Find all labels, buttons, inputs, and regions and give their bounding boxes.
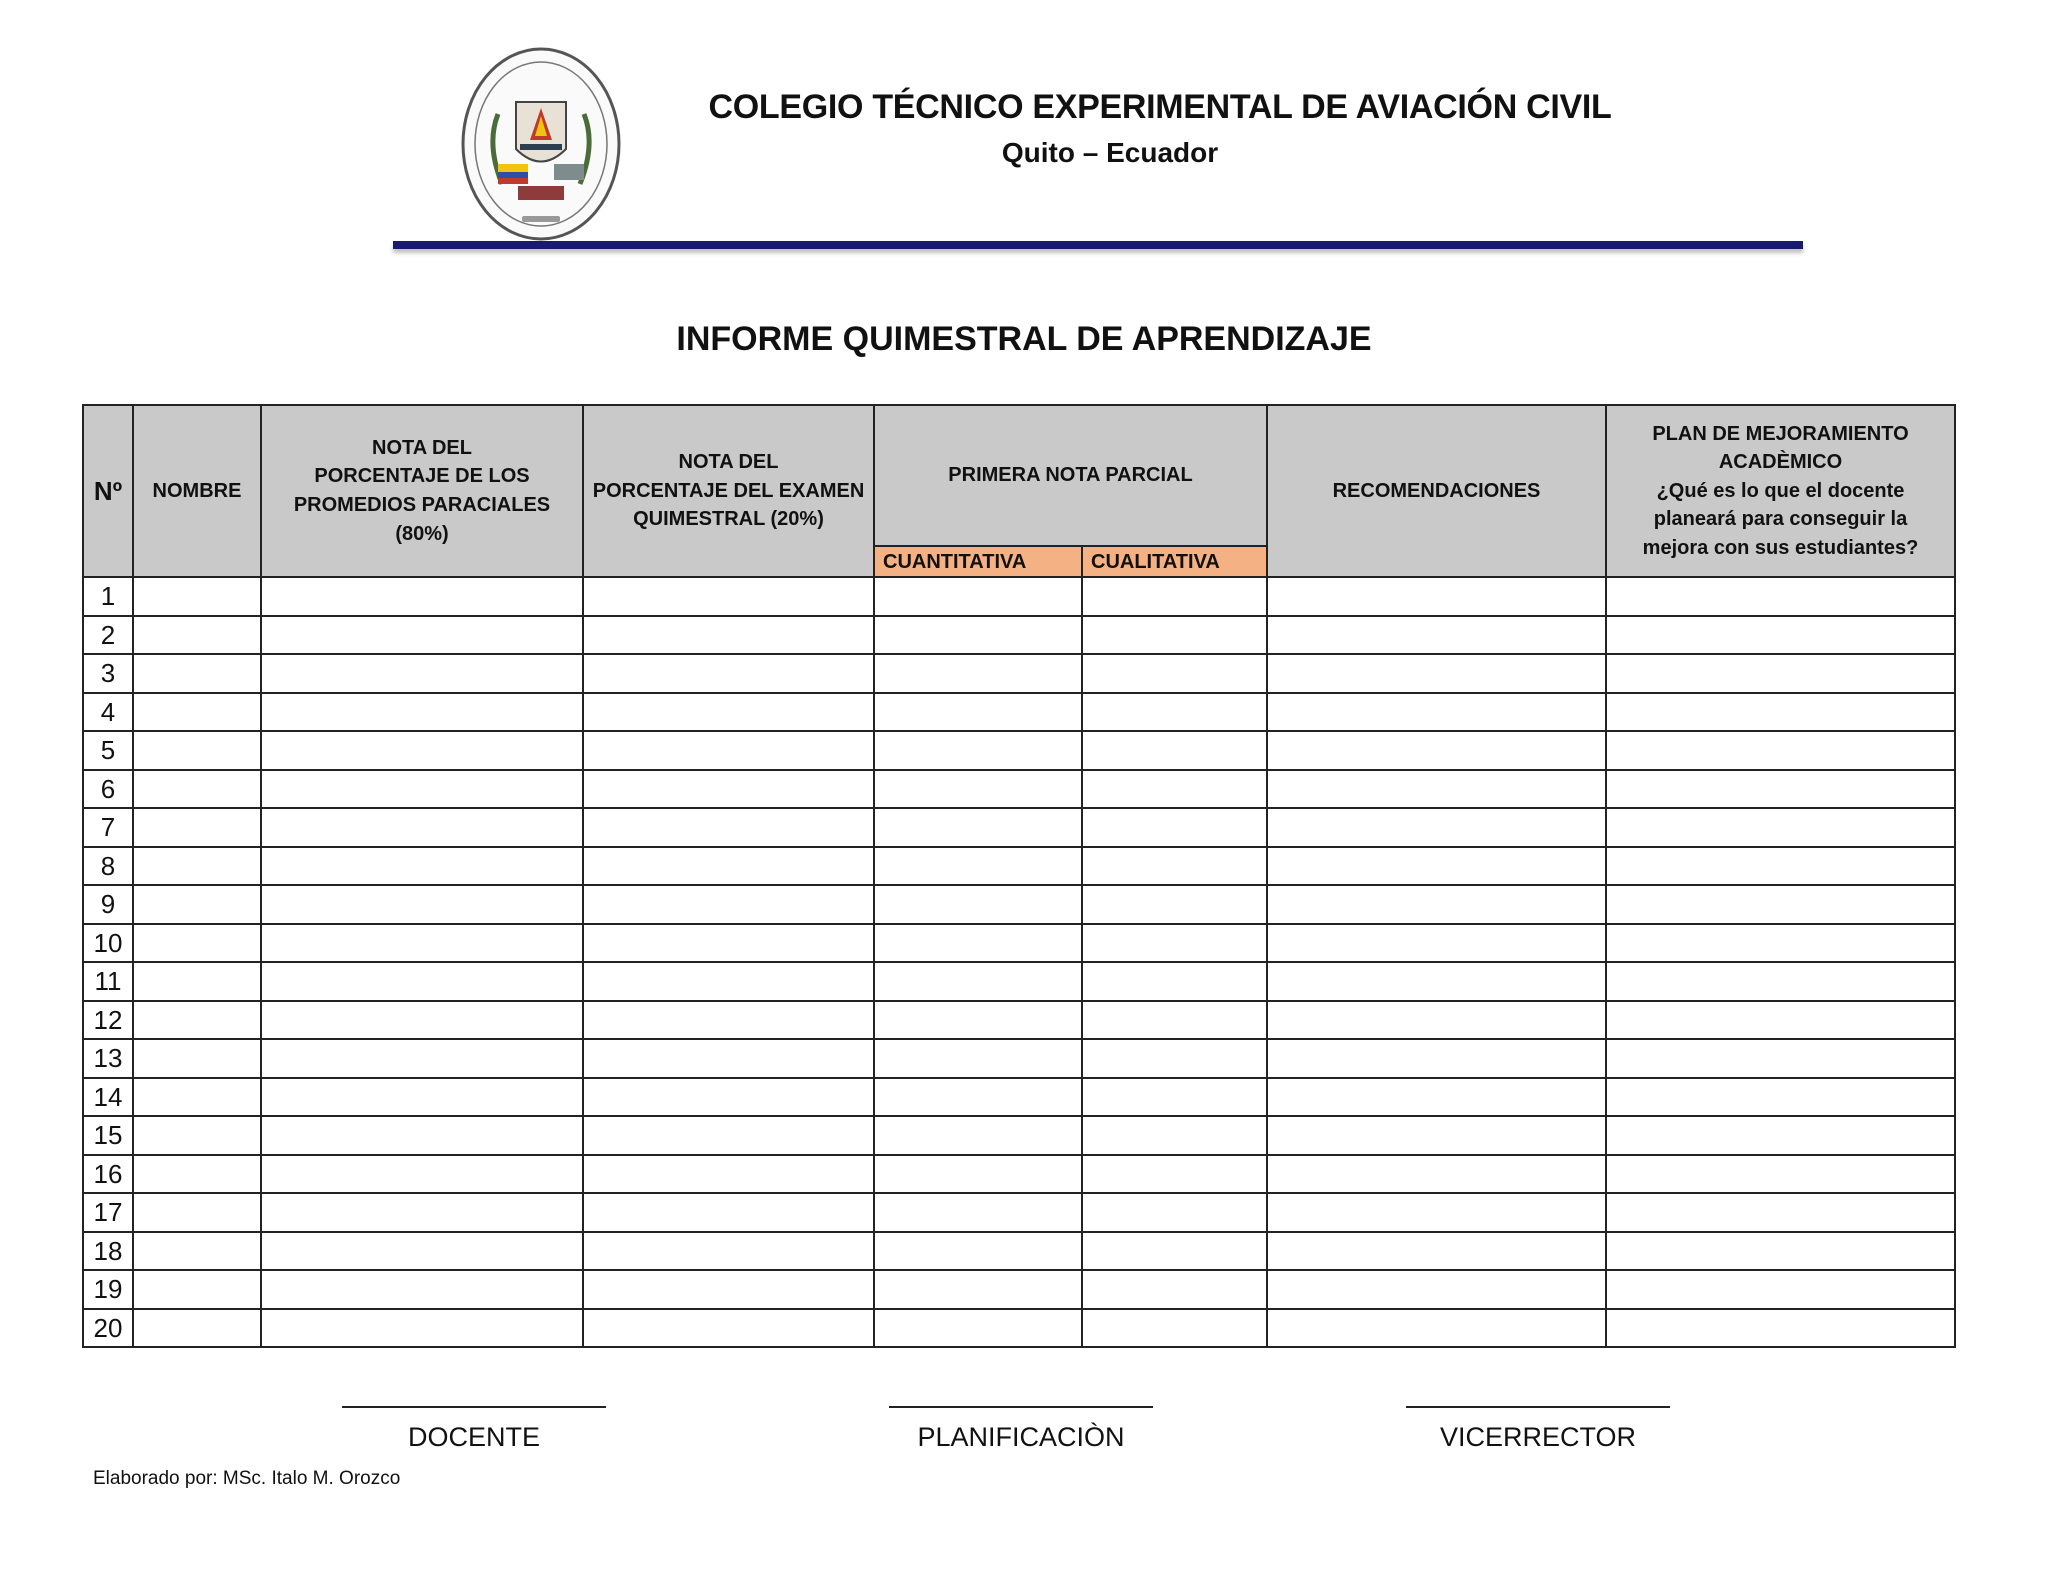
table-cell [1082,731,1267,770]
table-cell [1267,1232,1606,1271]
table-cell [1267,808,1606,847]
table-cell [1267,924,1606,963]
table-cell [1267,616,1606,655]
table-cell [133,1155,261,1194]
table-cell [261,885,583,924]
table-cell [1606,770,1955,809]
table-cell [133,1309,261,1348]
table-cell [583,1232,874,1271]
table-cell [1606,924,1955,963]
table-cell [583,1039,874,1078]
table-cell [1267,770,1606,809]
row-number: 20 [83,1309,133,1348]
table-cell [1606,1001,1955,1040]
table-cell [261,962,583,1001]
table-cell [1606,1116,1955,1155]
table-cell [133,808,261,847]
row-number: 6 [83,770,133,809]
table-cell [583,962,874,1001]
table-cell [874,1309,1082,1348]
table-cell [133,1232,261,1271]
table-row [83,731,1955,770]
table-cell [1267,885,1606,924]
table-cell [583,847,874,886]
row-number: 10 [83,924,133,963]
table-cell [133,654,261,693]
school-emblem-icon [458,44,624,244]
table-cell [261,1001,583,1040]
table-cell [1082,924,1267,963]
table-cell [1082,1078,1267,1117]
table-cell [261,616,583,655]
table-row [83,1155,1955,1194]
table-row [83,1270,1955,1309]
table-cell [1267,654,1606,693]
table-cell [1082,1270,1267,1309]
table-cell [583,1270,874,1309]
report-title: INFORME QUIMESTRAL DE APRENDIZAJE [676,320,1372,358]
signature-label-vicerrector: VICERRECTOR [1439,1422,1637,1452]
table-cell [1267,693,1606,732]
table-cell [1082,1309,1267,1348]
table-row [83,577,1955,616]
row-number: 18 [83,1232,133,1271]
table-cell [874,924,1082,963]
table-cell [874,1232,1082,1271]
table-cell [1082,962,1267,1001]
table-row [83,924,1955,963]
table-cell [874,1001,1082,1040]
table-cell [1082,1155,1267,1194]
table-cell [261,654,583,693]
table-cell [1267,1155,1606,1194]
table-cell [133,1078,261,1117]
column-header-cualitativa: CUALITATIVA [1082,546,1267,577]
table-cell [133,885,261,924]
row-number: 4 [83,693,133,732]
table-cell [133,1116,261,1155]
footer-author-note: Elaborado por: MSc. Italo M. Orozco [93,1468,401,1489]
table-cell [261,1039,583,1078]
table-cell [133,731,261,770]
table-cell [583,654,874,693]
table-cell [583,770,874,809]
row-number: 19 [83,1270,133,1309]
table-cell [261,847,583,886]
table-cell [583,731,874,770]
table-cell [1606,1270,1955,1309]
table-row [83,1001,1955,1040]
table-cell [874,847,1082,886]
column-header-number: Nº [83,405,133,577]
table-cell [261,808,583,847]
table-row [83,808,1955,847]
row-number: 16 [83,1155,133,1194]
row-number: 17 [83,1193,133,1232]
table-cell [133,1270,261,1309]
table-row [83,1116,1955,1155]
table-cell [1606,1232,1955,1271]
table-cell [583,616,874,655]
grades-table-body [83,577,1955,1347]
table-cell [1606,616,1955,655]
row-number: 5 [83,731,133,770]
row-number: 3 [83,654,133,693]
table-cell [133,1001,261,1040]
table-cell [1267,1039,1606,1078]
row-number: 11 [83,962,133,1001]
table-cell [583,808,874,847]
table-cell [261,924,583,963]
table-cell [1082,847,1267,886]
row-number: 2 [83,616,133,655]
table-row [83,616,1955,655]
table-cell [874,577,1082,616]
table-cell [1267,1270,1606,1309]
table-cell [133,693,261,732]
table-cell [133,770,261,809]
column-header-promedios: NOTA DEL PORCENTAJE DE LOS PROMEDIOS PARACIALES (80%) [261,405,583,577]
table-cell [874,616,1082,655]
table-cell [1082,1116,1267,1155]
grades-table [82,404,1956,1348]
table-cell [1267,1078,1606,1117]
table-cell [133,577,261,616]
table-cell [261,1116,583,1155]
table-cell [583,1001,874,1040]
table-cell [583,924,874,963]
table-cell [261,770,583,809]
column-header-recomendaciones: RECOMENDACIONES [1267,405,1606,577]
table-cell [1082,808,1267,847]
table-cell [133,962,261,1001]
table-row [83,847,1955,886]
row-number: 13 [83,1039,133,1078]
table-cell [1606,1309,1955,1348]
table-cell [1267,1309,1606,1348]
table-cell [874,731,1082,770]
table-cell [261,1232,583,1271]
signature-planificacion [889,1406,1153,1453]
table-cell [133,1193,261,1232]
table-cell [1082,654,1267,693]
table-row [83,1232,1955,1271]
table-row [83,1193,1955,1232]
table-cell [261,1155,583,1194]
school-city: Quito – Ecuador [1001,137,1219,168]
table-cell [874,808,1082,847]
table-cell [1606,1078,1955,1117]
column-header-examen: NOTA DEL PORCENTAJE DEL EXAMEN QUIMESTRAL (20%) [583,405,874,577]
table-cell [1082,1039,1267,1078]
table-cell [874,693,1082,732]
table-cell [1606,962,1955,1001]
row-number: 1 [83,577,133,616]
table-cell [874,885,1082,924]
table-cell [1082,1232,1267,1271]
signature-docente [342,1406,606,1453]
row-number: 7 [83,808,133,847]
table-cell [874,1116,1082,1155]
signature-label-planificacion: PLANIFICACIÒN [917,1422,1125,1452]
table-cell [133,616,261,655]
signature-line [1406,1406,1670,1408]
table-cell [1267,1001,1606,1040]
table-cell [1606,731,1955,770]
table-cell [1267,1116,1606,1155]
row-number: 14 [83,1078,133,1117]
table-cell [874,1193,1082,1232]
column-header-cuantitativa: CUANTITATIVA [874,546,1082,577]
school-name: COLEGIO TÉCNICO EXPERIMENTAL DE AVIACIÓN CIVIL [708,88,1612,126]
table-cell [1606,1193,1955,1232]
table-row [83,1078,1955,1117]
table-cell [1082,616,1267,655]
table-row [83,962,1955,1001]
table-row [83,654,1955,693]
table-cell [1267,1193,1606,1232]
header-divider [393,241,1803,249]
row-number: 9 [83,885,133,924]
row-number: 12 [83,1001,133,1040]
table-cell [261,693,583,732]
table-cell [1082,770,1267,809]
column-header-plan: PLAN DE MEJORAMIENTO ACADÈMICO ¿Qué es lo que el docente planeará para conseguir la mejora con sus estudiantes? [1606,405,1955,577]
table-cell [1606,654,1955,693]
table-cell [1606,1155,1955,1194]
table-cell [261,1309,583,1348]
table-cell [261,1078,583,1117]
table-cell [1267,731,1606,770]
table-cell [1082,577,1267,616]
table-cell [583,1116,874,1155]
signature-label-docente: DOCENTE [407,1422,540,1452]
table-cell [583,1078,874,1117]
table-cell [1606,885,1955,924]
table-cell [133,1039,261,1078]
table-cell [874,1078,1082,1117]
table-row [83,770,1955,809]
table-cell [1082,693,1267,732]
table-cell [874,770,1082,809]
table-cell [583,1309,874,1348]
table-cell [1606,808,1955,847]
table-cell [1606,847,1955,886]
table-cell [874,962,1082,1001]
table-cell [1267,847,1606,886]
table-cell [261,577,583,616]
row-number: 15 [83,1116,133,1155]
table-cell [1606,693,1955,732]
table-cell [583,885,874,924]
table-cell [583,577,874,616]
signature-vicerrector [1406,1406,1670,1453]
table-cell [874,1155,1082,1194]
table-cell [583,693,874,732]
table-cell [133,847,261,886]
table-cell [1082,1193,1267,1232]
signature-line [342,1406,606,1408]
table-cell [261,1193,583,1232]
table-cell [261,1270,583,1309]
table-cell [583,1155,874,1194]
table-cell [874,1039,1082,1078]
table-row [83,693,1955,732]
table-row [83,885,1955,924]
table-cell [583,1193,874,1232]
row-number: 8 [83,847,133,886]
table-cell [874,654,1082,693]
column-header-nombre: NOMBRE [133,405,261,577]
column-header-primera-nota: PRIMERA NOTA PARCIAL [874,405,1267,546]
table-cell [261,731,583,770]
table-row [83,1309,1955,1348]
table-cell [1606,577,1955,616]
table-cell [1082,885,1267,924]
table-cell [874,1270,1082,1309]
table-cell [1267,577,1606,616]
table-row [83,1039,1955,1078]
table-cell [1267,962,1606,1001]
table-cell [133,924,261,963]
table-cell [1082,1001,1267,1040]
table-cell [1606,1039,1955,1078]
signature-line [889,1406,1153,1408]
